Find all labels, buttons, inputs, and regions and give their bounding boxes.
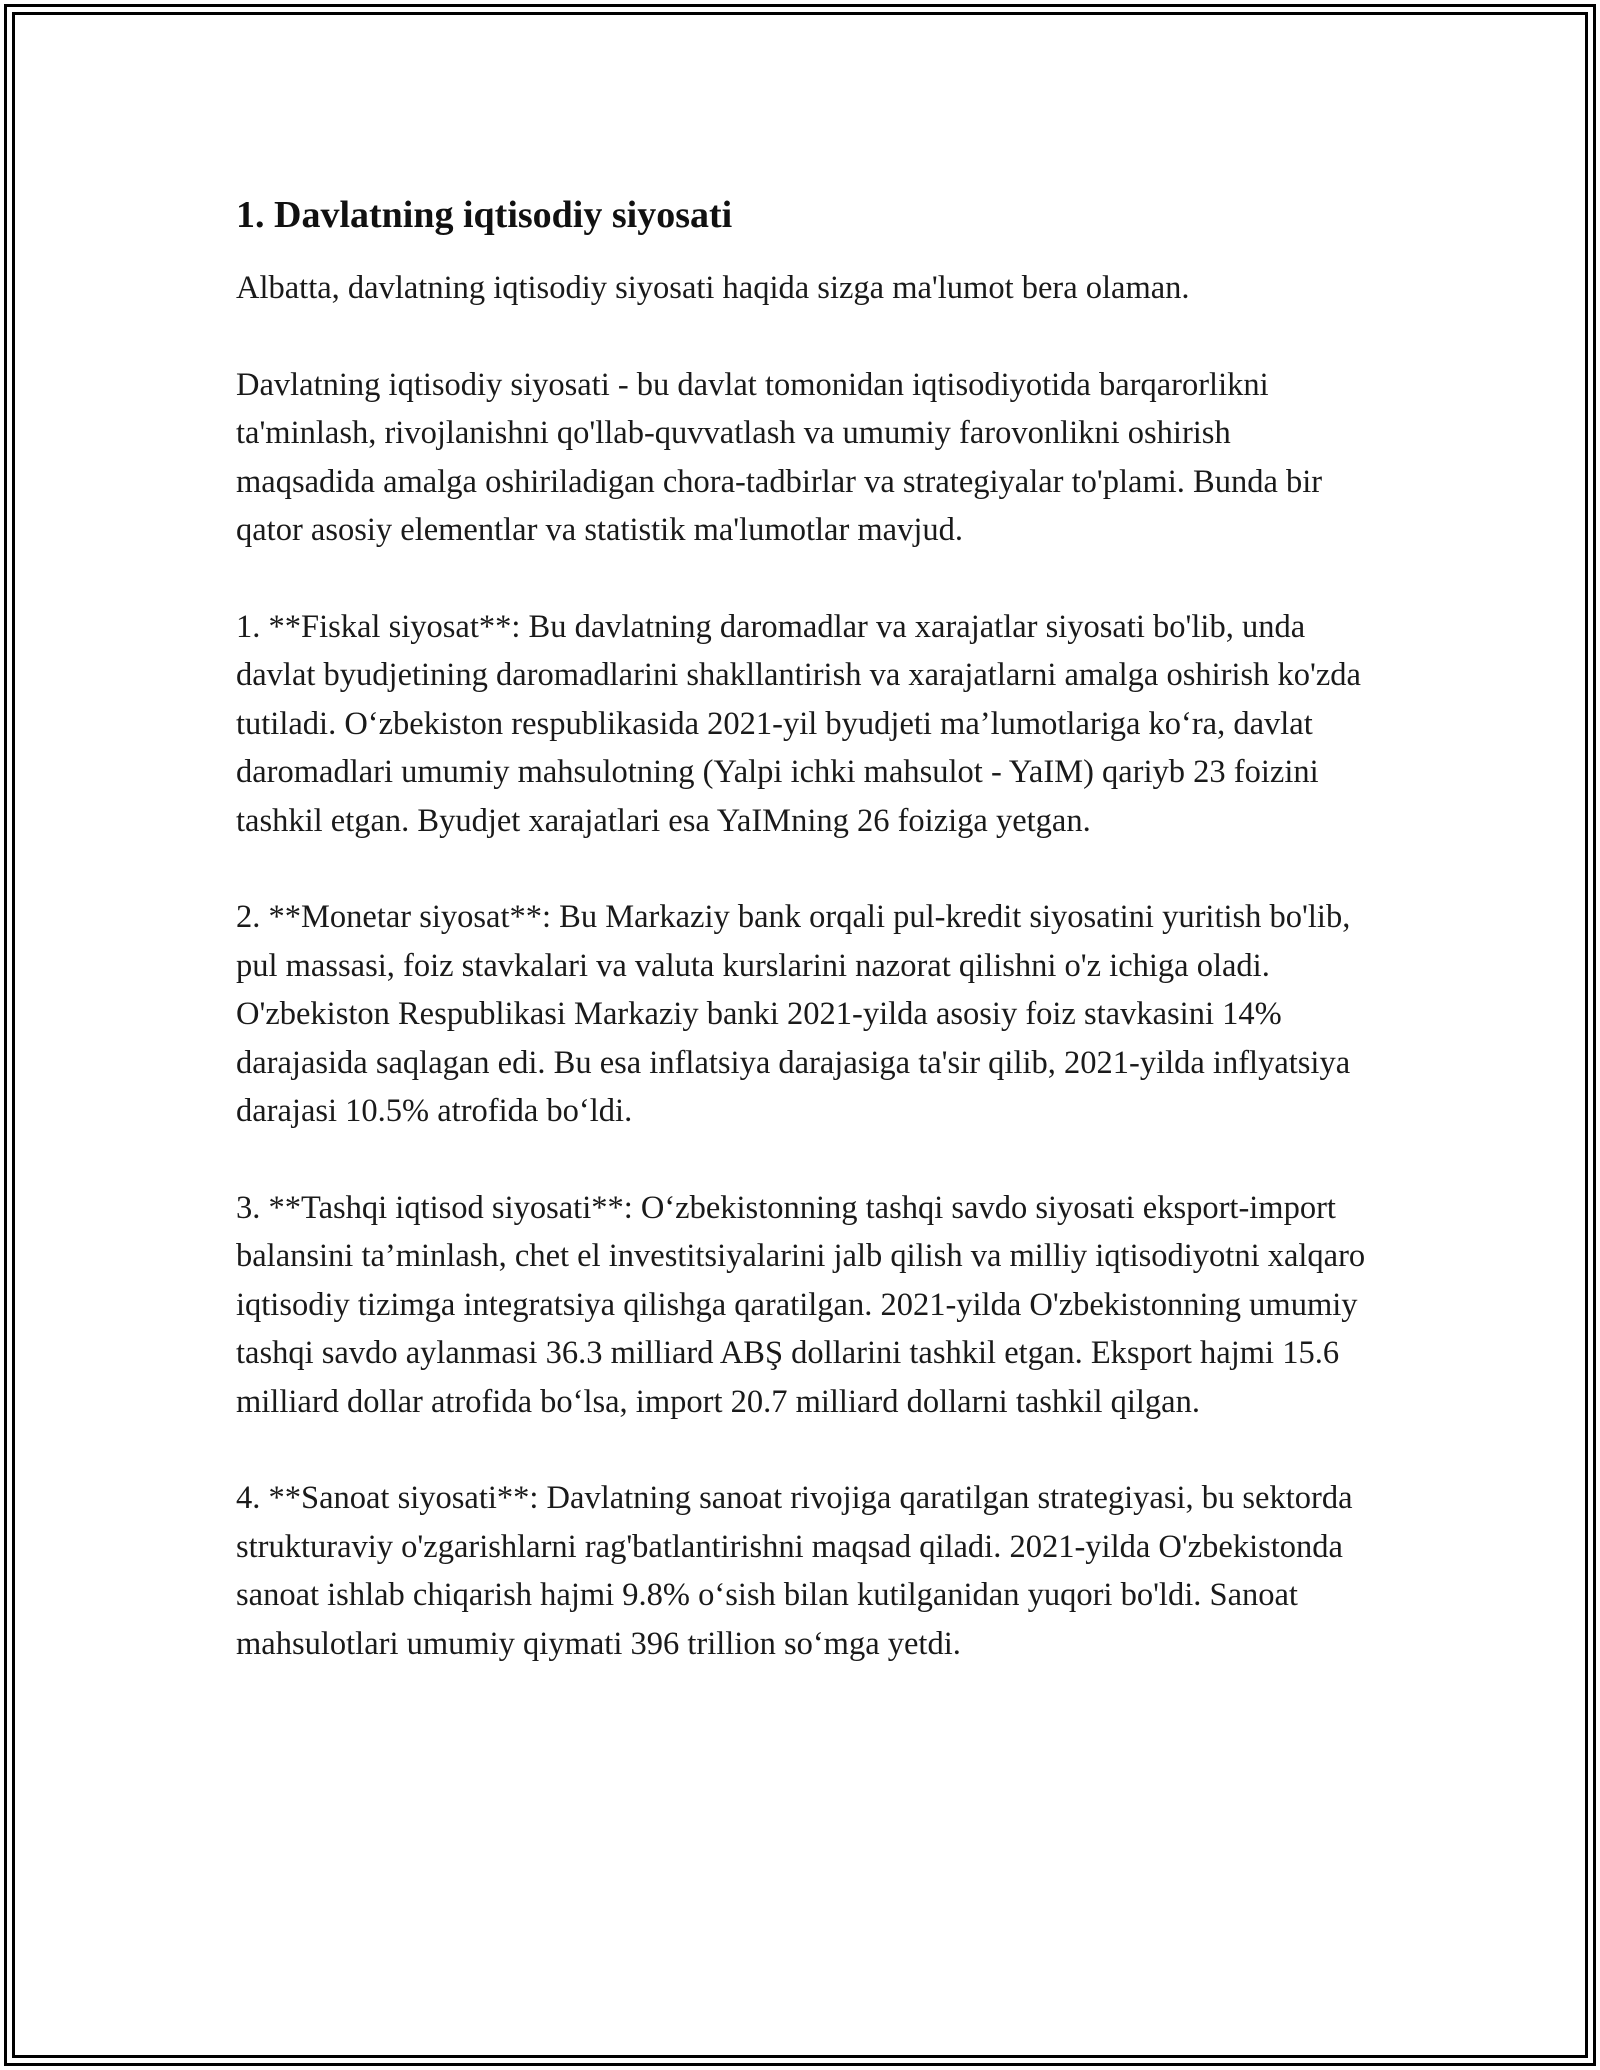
industrial-policy-paragraph: 4. **Sanoat siyosati**: Davlatning sanoat rivojiga qaratilgan strategiyasi, bu sektorda strukturaviy o'zgarishlarni rag'batlantirishni maqsad qiladi. 2021-yilda O'zbekistonda sanoat ishlab chiqarish hajmi 9.8% o‘sish bilan kutilganidan yuqori bo'ldi. Sanoat mahsulotlari umumiy qiymati 396 trillion so‘mga yetdi. (236, 1480, 1353, 1662)
definition-paragraph: Davlatning iqtisodiy siyosati - bu davlat tomonidan iqtisodiyotida barqarorlikni ta'minlash, rivojlanishni qo'llab-quvvatlash va umumiy farovonlikni oshirish maqsadida amalga oshiriladigan chora-tadbirlar va strategiyalar to'plami. Bunda bir qator asosiy elementlar va statistik ma'lumotlar mavjud. (236, 366, 1323, 548)
monetary-policy-paragraph: 2. **Monetar siyosat**: Bu Markaziy bank orqali pul-kredit siyosatini yuritish bo'lib, pul massasi, foiz stavkalari va valuta kurslarini nazorat qilishni o'z ichiga oladi. O'zbekiston Respublikasi Markaziy banki 2021-yilda asosiy foiz stavkasini 14% darajasida saqlagan edi. Bu esa inflatsiya darajasiga ta'sir qilib, 2021-yilda inflyatsiya darajasi 10.5% atrofida bo‘ldi. (236, 899, 1351, 1129)
document-title: 1. Davlatning iqtisodiy siyosati (236, 194, 733, 236)
intro-paragraph: Albatta, davlatning iqtisodiy siyosati haqida sizga ma'lumot bera olaman. (236, 270, 1190, 306)
fiscal-policy-paragraph: 1. **Fiskal siyosat**: Bu davlatning daromadlar va xarajatlar siyosati bo'lib, unda davlat byudjetining daromadlarini shakllantirish va xarajatlarni amalga oshirish ko'zda tutiladi. O‘zbekiston respublikasida 2021-yil byudjeti ma’lumotlariga ko‘ra, davlat daromadlari umumiy mahsulotning (Yalpi ichki mahsulot - YaIM) qariyb 23 foizini tashkil etgan. Byudjet xarajatlari esa YaIMning 26 foiziga yetgan. (236, 608, 1361, 839)
foreign-trade-policy-paragraph: 3. **Tashqi iqtisod siyosati**: O‘zbekistonning tashqi savdo siyosati eksport-import balansini ta’minlash, chet el investitsiyalarini jalb qilish va milliy iqtisodiyotni xalqaro iqtisodiy tizimga integratsiya qilishga qaratilgan. 2021-yilda O'zbekistonning umumiy tashqi savdo aylanmasi 36.3 milliard ABŞ dollarini tashkil etgan. Eksport hajmi 15.6 milliard dollar atrofida bo‘lsa, import 20.7 milliard dollarni tashkil qilgan. (236, 1189, 1366, 1420)
document-body (236, 188, 1376, 1716)
